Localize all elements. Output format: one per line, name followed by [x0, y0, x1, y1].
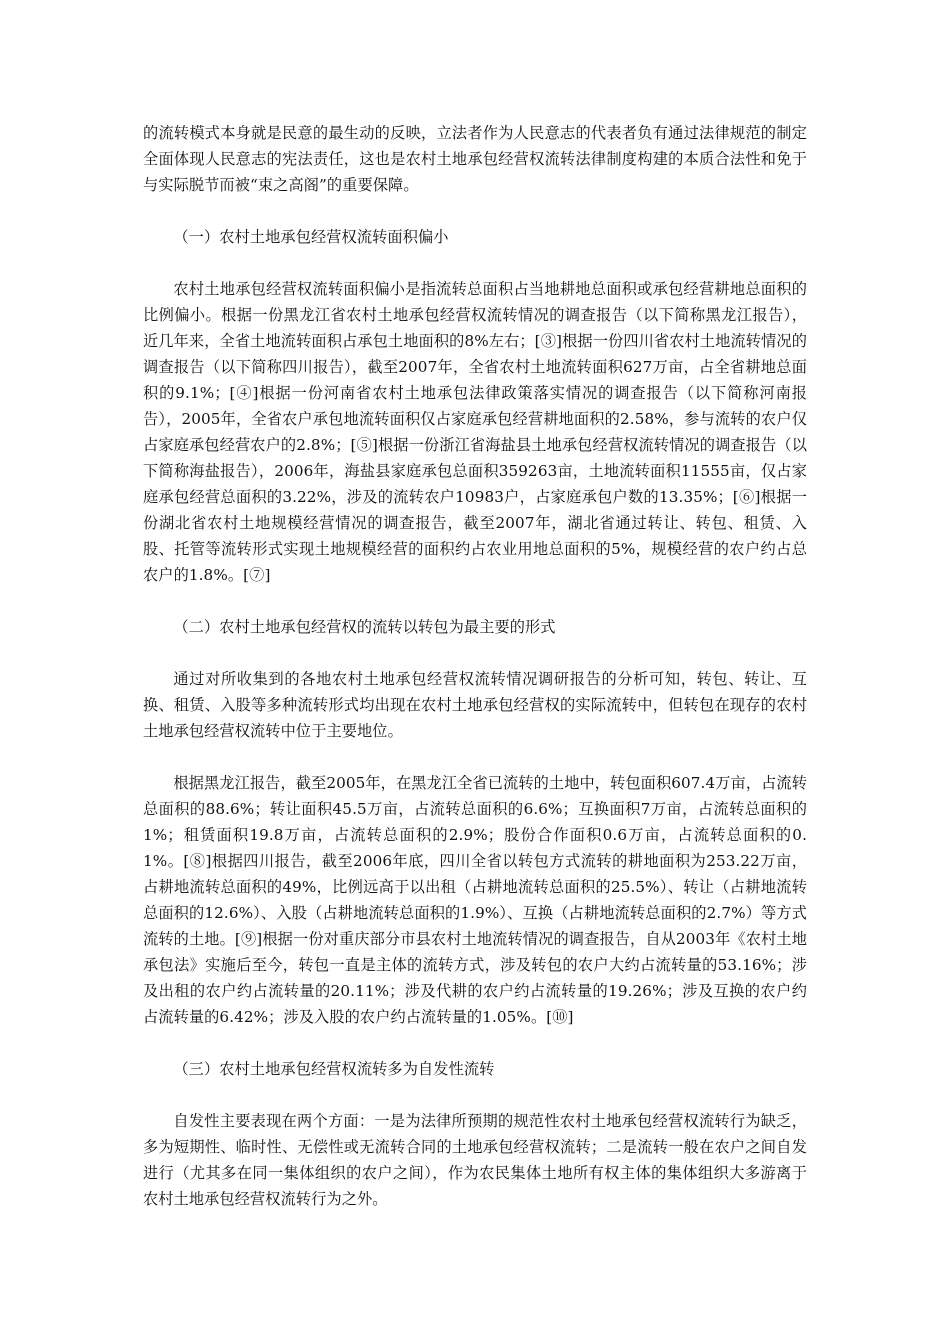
spacer — [143, 744, 807, 770]
spacer — [143, 1082, 807, 1108]
section-1-heading: （一）农村土地承包经营权流转面积偏小 — [173, 228, 449, 246]
section-2-paragraph-1: 通过对所收集到的各地农村土地承包经营权流转情况调研报告的分析可知，转包、转让、互换、租赁、入股等多种流转形式均出现在农村土地承包经营权的实际流转中，但转包在现存的农村土地承包经营权流转中位于主要地位。 — [143, 670, 807, 740]
section-2-heading: （二）农村土地承包经营权的流转以转包为最主要的形式 — [173, 618, 556, 636]
spacer — [143, 588, 807, 614]
spacer — [143, 640, 807, 666]
intro-paragraph: 的流转模式本身就是民意的最生动的反映，立法者作为人民意志的代表者负有通过法律规范的制定全面体现人民意志的宪法责任，这也是农村土地承包经营权流转法律制度构建的本质合法性和免于与实际脱节而被“束之高阁”的重要保障。 — [143, 124, 807, 194]
section-2-paragraph-2: 根据黑龙江报告，截至2005年，在黑龙江全省已流转的土地中，转包面积607.4万亩，占流转总面积的88.6%；转让面积45.5万亩，占流转总面积的6.6%；互换面积7万亩，占流转总面积的1%；租赁面积19.8万亩，占流转总面积的2.9%；股份合作面积0.6万亩，占流转总面积的0.1%。[⑧]根据四川报告，截至2006年底，四川全省以转包方式流转的耕地面积为253.22万亩，占耕地流转总面积的49%，比例远高于以出租（占耕地流转总面积的25.5%）、转让（占耕地流转总面积的12.6%）、入股（占耕地流转总面积的1.9%）、互换（占耕地流转总面积的2.7%）等方式流转的土地。[⑨]根据一份对重庆部分市县农村土地流转情况的调查报告，自从2003年《农村土地承包法》实施后至今，转包一直是主体的流转方式，涉及转包的农户大约占流转量的53.16%；涉及出租的农户约占流转量的20.11%；涉及代耕的农户约占流转量的19.26%；涉及互换的农户约占流转量的6.42%；涉及入股的农户约占流转量的1.05%。[⑩] — [143, 774, 807, 1026]
spacer — [143, 198, 807, 224]
spacer — [143, 1030, 807, 1056]
section-1-paragraph: 农村土地承包经营权流转面积偏小是指流转总面积占当地耕地总面积或承包经营耕地总面积的比例偏小。根据一份黑龙江省农村土地承包经营权流转情况的调查报告（以下简称黑龙江报告），近几年来，全省土地流转面积占承包土地面积的8%左右；[③]根据一份四川省农村土地流转情况的调查报告（以下简称四川报告），截至2007年，全省农村土地流转面积627万亩，占全省耕地总面积的9.1%；[④]根据一份河南省农村土地承包法律政策落实情况的调查报告（以下简称河南报告），2005年，全省农户承包地流转面积仅占家庭承包经营耕地面积的2.58%，参与流转的农户仅占家庭承包经营农户的2.8%；[⑤]根据一份浙江省海盐县土地承包经营权流转情况的调查报告（以下简称海盐报告），2006年，海盐县家庭承包总面积359263亩，土地流转面积11555亩，仅占家庭承包经营总面积的3.22%，涉及的流转农户10983户，占家庭承包户数的13.35%；[⑥]根据一份湖北省农村土地规模经营情况的调查报告，截至2007年，湖北省通过转让、转包、租赁、入股、托管等流转形式实现土地规模经营的面积约占农业用地总面积的5%，规模经营的农户约占总农户的1.8%。[⑦] — [143, 280, 807, 584]
section-3-paragraph: 自发性主要表现在两个方面：一是为法律所预期的规范性农村土地承包经营权流转行为缺乏，多为短期性、临时性、无偿性或无流转合同的土地承包经营权流转；二是流转一般在农户之间自发进行（尤其多在同一集体组织的农户之间），作为农民集体土地所有权主体的集体组织大多游离于农村土地承包经营权流转行为之外。 — [143, 1112, 807, 1208]
section-3-heading: （三）农村土地承包经营权流转多为自发性流转 — [173, 1060, 495, 1078]
spacer — [143, 250, 807, 276]
document-page — [143, 120, 807, 1212]
